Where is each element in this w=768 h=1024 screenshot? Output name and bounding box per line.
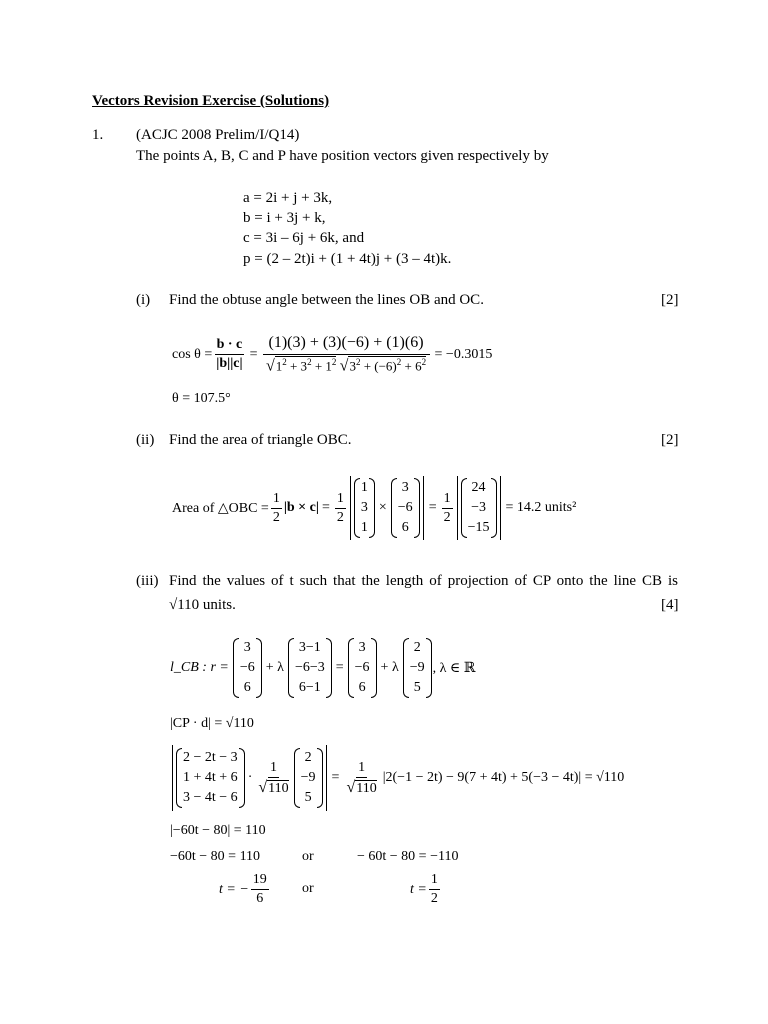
equation-case-b: − 60t − 80 = −110 [357,849,459,864]
part-i-text: Find the obtuse angle between the lines OB and OC. [169,292,484,308]
part-i-marks: [2] [661,292,679,308]
page-title: Vectors Revision Exercise (Solutions) [92,93,330,109]
vector-c: c = 3i – 6j + 6k, and [243,230,365,246]
direction-d-matrix: 2 −9 5 [402,638,433,698]
vector-cp-matrix: 2 − 2t − 3 1 + 4t + 6 3 − 4t − 6 [175,748,246,808]
question-number: 1. [92,127,104,143]
solution-t-b: t = $\frac{1}{2}$ [410,872,438,906]
unit-fraction-2: $\frac{1}{√110}$ [346,759,377,796]
fraction-numerator: b · c [215,337,245,355]
equation-case-a: −60t − 80 = 110 [170,849,261,864]
vector-b-matrix: 1 3 1 [353,478,376,538]
vector-p: p = (2 – 2t)i + (1 + 4t)j + (3 – 4t)k. [243,251,452,267]
vector-a: a = 2i + j + 3k, [243,190,333,206]
part-iii-marks: [4] [661,597,679,613]
direction-diff-matrix: 3−1 −6−3 6−1 [287,638,333,698]
vector-b: b = i + 3j + k, [243,210,326,226]
numeric-denominator: $√1^2 + 3^2 + 1^2$ $√3^2 + (-6)^2 + 6^2$ [265,357,427,375]
question-source: (ACJC 2008 Prelim/I/Q14) [136,127,300,143]
line-cb-lhs: l_CB : r = [170,660,229,675]
dot-over-magnitudes [214,337,244,372]
fraction-denominator: |b||c| [216,356,243,372]
projection-condition: |CP · d| = √110 [170,716,254,731]
absolute-equation: |−60t − 80| = 110 [170,823,266,838]
cross-magnitude: |b × c| [283,500,319,515]
numeric-fraction [263,334,430,375]
cos-result: = −0.3015 [434,346,493,362]
part-ii-text: Find the area of triangle OBC. [169,432,352,448]
direction-d-matrix-2: 2 −9 5 [293,748,324,808]
part-ii-marks: [2] [661,432,679,448]
part-ii-label: (ii) [136,432,155,448]
half-fraction: $\frac{1}{2}$ [272,490,280,525]
line-cb-equation: l_CB : r = 3 −6 6 + λ 3−1 −6−3 6−1 = 3 −6 6 + λ 2 −9 5 , λ ∈ ℝ [170,638,475,698]
solution-t-a: t = − $\frac{19}{6}$ [219,872,267,906]
projection-expansion: 2 − 2t − 3 1 + 4t + 6 3 − 4t − 6 · $\frac{1}{√110}$ 2 −9 5 = $\frac{1}{√110}$ |2(−1 − 2t) − 9(7 + 4t) + 5(−3 − 4t)| = √110 [170,745,624,811]
part-iii-text-line1: Find the values of t such that the length of projection of CP onto the line CB is [169,573,678,589]
half-fraction-3: $\frac{1}{2}$ [443,490,451,525]
half-fraction-2: $\frac{1}{2}$ [336,490,344,525]
question-intro: The points A, B, C and P have position vectors given respectively by [136,148,549,164]
point-c-matrix: 3 −6 6 [232,638,263,698]
vector-c-matrix: 3 −6 6 [390,478,421,538]
theta-result: θ = 107.5° [172,391,231,406]
lambda-domain: , λ ∈ ℝ [432,660,476,676]
unit-fraction: $\frac{1}{√110}$ [258,759,289,796]
part-iii-label: (iii) [136,573,159,589]
part-iii-text-line2: √110 units. [169,597,236,613]
or-label-1: or [302,849,314,864]
area-result: = 14.2 units² [505,500,577,515]
expanded-dot-product: |2(−1 − 2t) − 9(7 + 4t) + 5(−3 − 4t)| = √110 [382,770,625,785]
point-c-matrix-2: 3 −6 6 [347,638,378,698]
area-lhs: Area of △OBC = [172,500,269,516]
cos-lhs: cos θ = [172,346,213,362]
part-ii-area-equation: Area of △OBC = $\frac{1}{2}$ |b × c| = $\frac{1}{2}$ 1 3 1 × 3 −6 6 = $\frac{1}{2}$ 24 −3 −15 = 14.2 units² [172,476,576,540]
cross-product-matrix: 24 −3 −15 [460,478,498,538]
or-label-2: or [302,881,314,896]
part-i-cosine-equation: cos θ = $\frac{b \cdot c}{|b||c|}$ = $\frac{(1)(3) + (3)(-6) + (1)(6)}{√1^2 + 3^2 + 1^2 √3^2 + (-6)^2 + 6^2}$ = −0.3015 [172,334,493,375]
part-i-label: (i) [136,292,151,308]
numeric-numerator: (1)(3) + (3)(−6) + (1)(6) [263,334,430,355]
